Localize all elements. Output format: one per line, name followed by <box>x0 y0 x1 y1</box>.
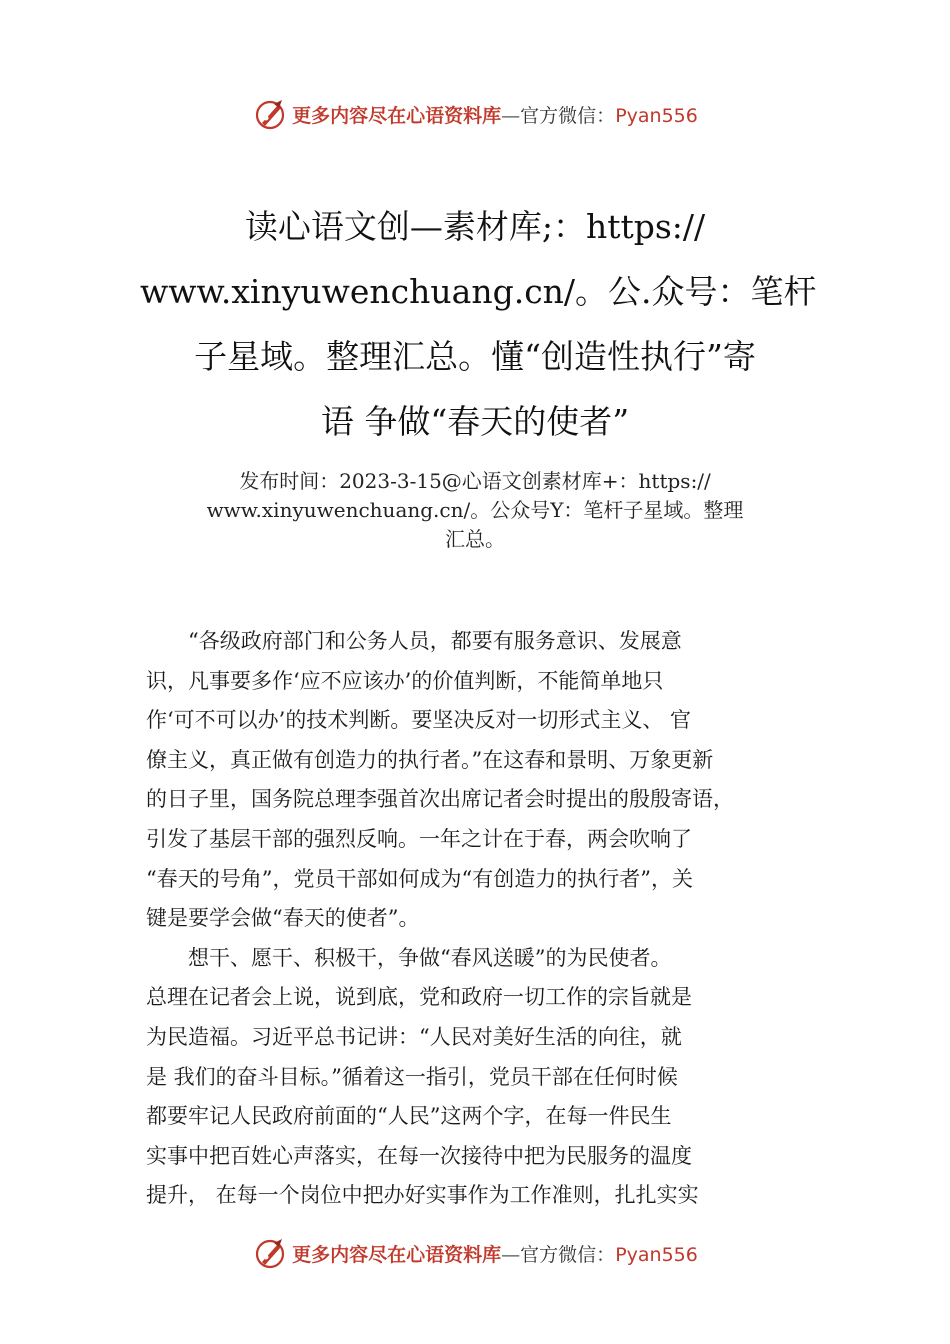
banner-dash: — <box>501 104 521 127</box>
banner-dash: — <box>501 1243 521 1266</box>
banner-brand: 更多内容尽在心语资料库 <box>292 104 502 127</box>
body-line: 总理在记者会上说，说到底，党和政府一切工作的宗旨就是 <box>146 985 692 1010</box>
banner-wechat-label: 官方微信： <box>520 1243 616 1266</box>
body-line: 都要牢记人民政府前面的“人民”这两个字，在每一件民生 <box>146 1104 672 1129</box>
body-line: “春天的号角”，党员干部如何成为“有创造力的执行者”，关 <box>146 866 693 891</box>
banner-brand: 更多内容尽在心语资料库 <box>292 1243 502 1266</box>
body-line: 作‘可不可以办’的技术判断。要坚决反对一切形式主义、 官 <box>146 708 692 733</box>
header-banner <box>0 94 950 134</box>
footer-banner <box>0 1233 950 1273</box>
banner-wechat-id: Pyan556 <box>615 1243 698 1266</box>
body-line: 识，凡事要多作‘应不应该办’的价值判断，不能简单地只 <box>146 668 664 693</box>
meta-line: 发布时间：2023-3-15@心语文创素材库+：https:// <box>239 469 711 493</box>
pen-logo-icon <box>252 96 288 132</box>
banner-text <box>292 101 698 128</box>
banner-wechat-label: 官方微信： <box>520 104 616 127</box>
banner-wechat-id: Pyan556 <box>615 104 698 127</box>
body-line: “各级政府部门和公务人员，都要有服务意识、发展意 <box>146 629 682 653</box>
body-line: 键是要学会做“春天的使者”。 <box>146 906 420 931</box>
body-line: 僚主义，真正做有创造力的执行者。”在这春和景明、万象更新 <box>146 747 714 772</box>
meta-line: 汇总。 <box>445 527 505 551</box>
article-body <box>146 622 826 1216</box>
body-line: 提升， 在每一个岗位中把办好实事作为工作准则，扎扎实实 <box>146 1183 699 1208</box>
body-line: 是 我们的奋斗目标。”循着这一指引，党员干部在任何时候 <box>146 1064 678 1089</box>
publish-meta <box>120 467 830 554</box>
body-line: 引发了基层干部的强烈反响。一年之计在于春，两会吹响了 <box>146 826 692 851</box>
banner-text <box>292 1240 698 1267</box>
title-line: 语 争做“春天的使者” <box>320 402 630 441</box>
body-line: 的日子里，国务院总理李强首次出席记者会时提出的殷殷寄语， <box>146 787 734 812</box>
title-line: 读心语文创—素材库;：https:// <box>244 207 706 246</box>
body-line: 想干、愿干、积极干，争做“春风送暖”的为民使者。 <box>146 945 672 970</box>
pen-logo-icon <box>252 1235 288 1271</box>
title-line: 子星域。整理汇总。懂“创造性执行”寄 <box>194 337 756 376</box>
body-line: 为民造福。习近平总书记讲：“人民对美好生活的向往，就 <box>146 1024 682 1049</box>
meta-line: www.xinyuwenchuang.cn/。公众号Y：笔杆子星域。整理 <box>206 498 744 522</box>
body-line: 实事中把百姓心声落实，在每一次接待中把为民服务的温度 <box>146 1143 692 1168</box>
title-line: www.xinyuwenchuang.cn/。公.众号：笔杆 <box>140 272 817 311</box>
document-title <box>140 194 817 454</box>
